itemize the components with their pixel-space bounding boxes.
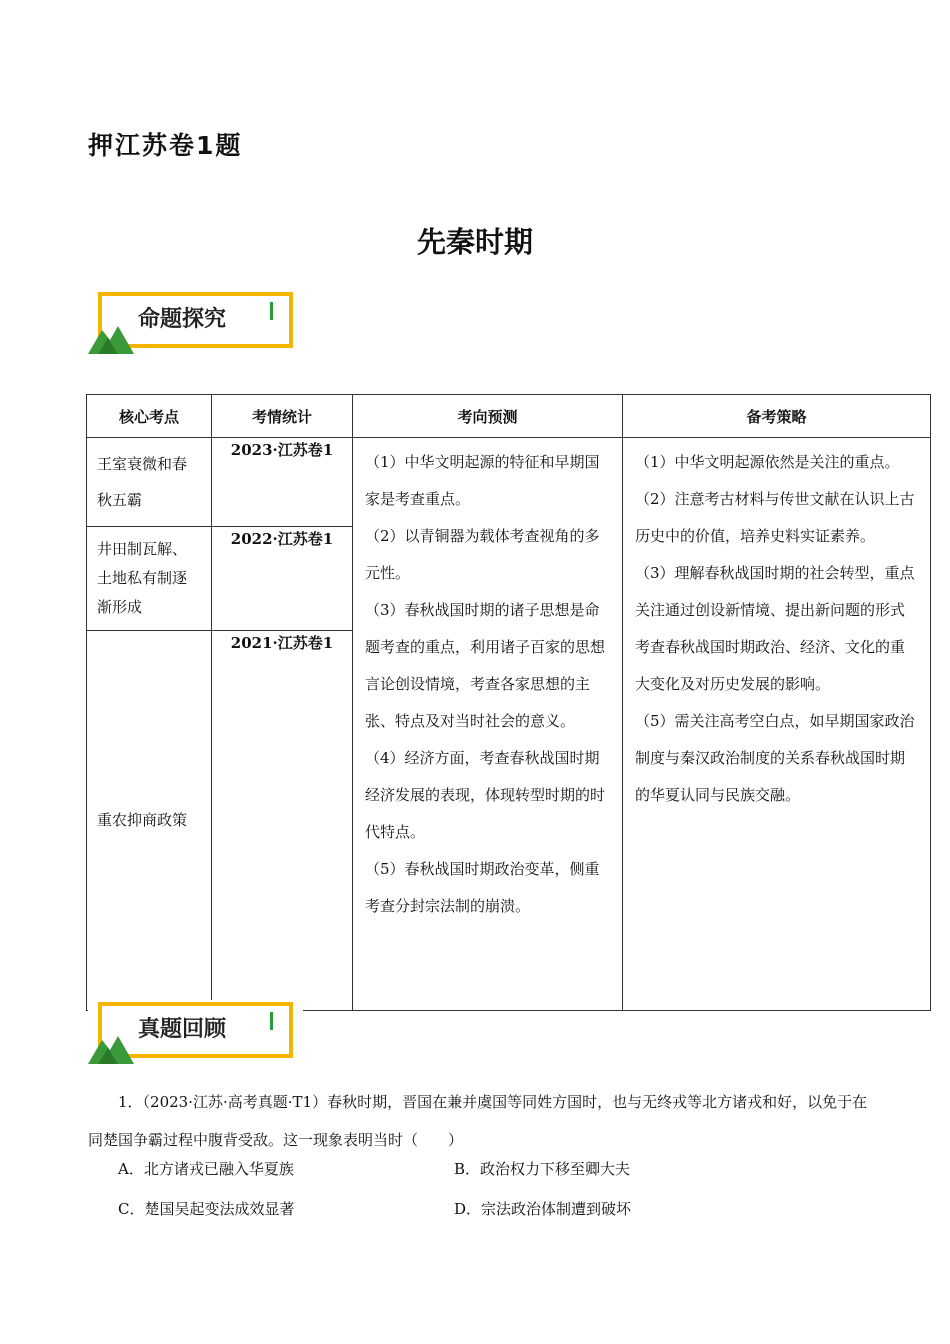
section-heading-review: 真题回顾 (138, 1017, 227, 1042)
strategy-item: （5）需关注高考空白点，如早期国家政治制度与秦汉政治制度的关系春秋战国时期的华夏认同与民族交融。 (635, 712, 915, 804)
prediction-item: （4）经济方面，考查春秋战国时期经济发展的表现，体现转型时期的时代特点。 (365, 749, 606, 841)
badge-accent (270, 302, 273, 320)
prediction-item: （2）以青铜器为载体考查视角的多元性。 (365, 527, 600, 582)
mountain-icon (88, 1030, 134, 1066)
header-cell: 核心考点 (87, 395, 212, 438)
page-title: 先秦时期 (416, 225, 533, 259)
topic-cell: 重农抑商政策 (87, 631, 212, 1011)
prediction-item: （1）中华文明起源的特征和早期国家是考查重点。 (365, 453, 600, 508)
option-a: A．北方诸戎已融入华夏族 (118, 1160, 294, 1178)
option-c: C．楚国吴起变法成效显著 (118, 1200, 295, 1218)
prediction-item: （3）春秋战国时期的诸子思想是命题考查的重点，利用诸子百家的思想言论创设情境，考查各家思想的主张、特点及对当时社会的意义。 (365, 601, 606, 730)
year-cell: 2023·江苏卷1 (212, 438, 353, 527)
strategy-item: （1）中华文明起源依然是关注的重点。 (635, 453, 900, 471)
badge-accent (270, 1012, 273, 1030)
strategy-item: （2）注意考古材料与传世文献在认识上古历史中的价值，培养史料实证素养。 (635, 490, 915, 545)
question-1 (88, 1083, 868, 1159)
section-badge-exploration (88, 290, 303, 356)
header-cell: 考向预测 (353, 395, 623, 438)
question-stem: 1．（2023·江苏·高考真题·T1）春秋时期，晋国在兼并虞国等同姓方国时，也与无终戎等北方诸戎和好，以免于在同楚国争霸过程中腹背受敌。这一现象表明当时（ ） (88, 1093, 868, 1149)
prediction-item: （5）春秋战国时期政治变革，侧重考查分封宗法制的崩溃。 (365, 860, 600, 915)
table-row (87, 438, 931, 527)
topic-cell: 王室衰微和春秋五霸 (87, 438, 212, 527)
section-badge-review (88, 1000, 303, 1066)
topic-cell: 井田制瓦解、土地私有制逐渐形成 (87, 527, 212, 631)
mountain-icon (88, 320, 134, 356)
exam-analysis-table (86, 394, 931, 1011)
header-cell: 考情统计 (212, 395, 353, 438)
document-label: 押江苏卷1题 (88, 131, 243, 160)
section-heading-exploration: 命题探究 (138, 307, 227, 332)
prediction-cell (353, 438, 623, 1011)
table-header-row (87, 395, 931, 438)
strategy-cell (623, 438, 931, 1011)
header-cell: 备考策略 (623, 395, 931, 438)
year-cell: 2021·江苏卷1 (212, 631, 353, 1011)
strategy-item: （3）理解春秋战国时期的社会转型，重点关注通过创设新情境、提出新问题的形式考查春秋战国时期政治、经济、文化的重大变化及对历史发展的影响。 (635, 564, 915, 693)
option-d: D．宗法政治体制遭到破坏 (454, 1200, 632, 1218)
year-cell: 2022·江苏卷1 (212, 527, 353, 631)
option-b: B．政治权力下移至卿大夫 (454, 1160, 631, 1178)
